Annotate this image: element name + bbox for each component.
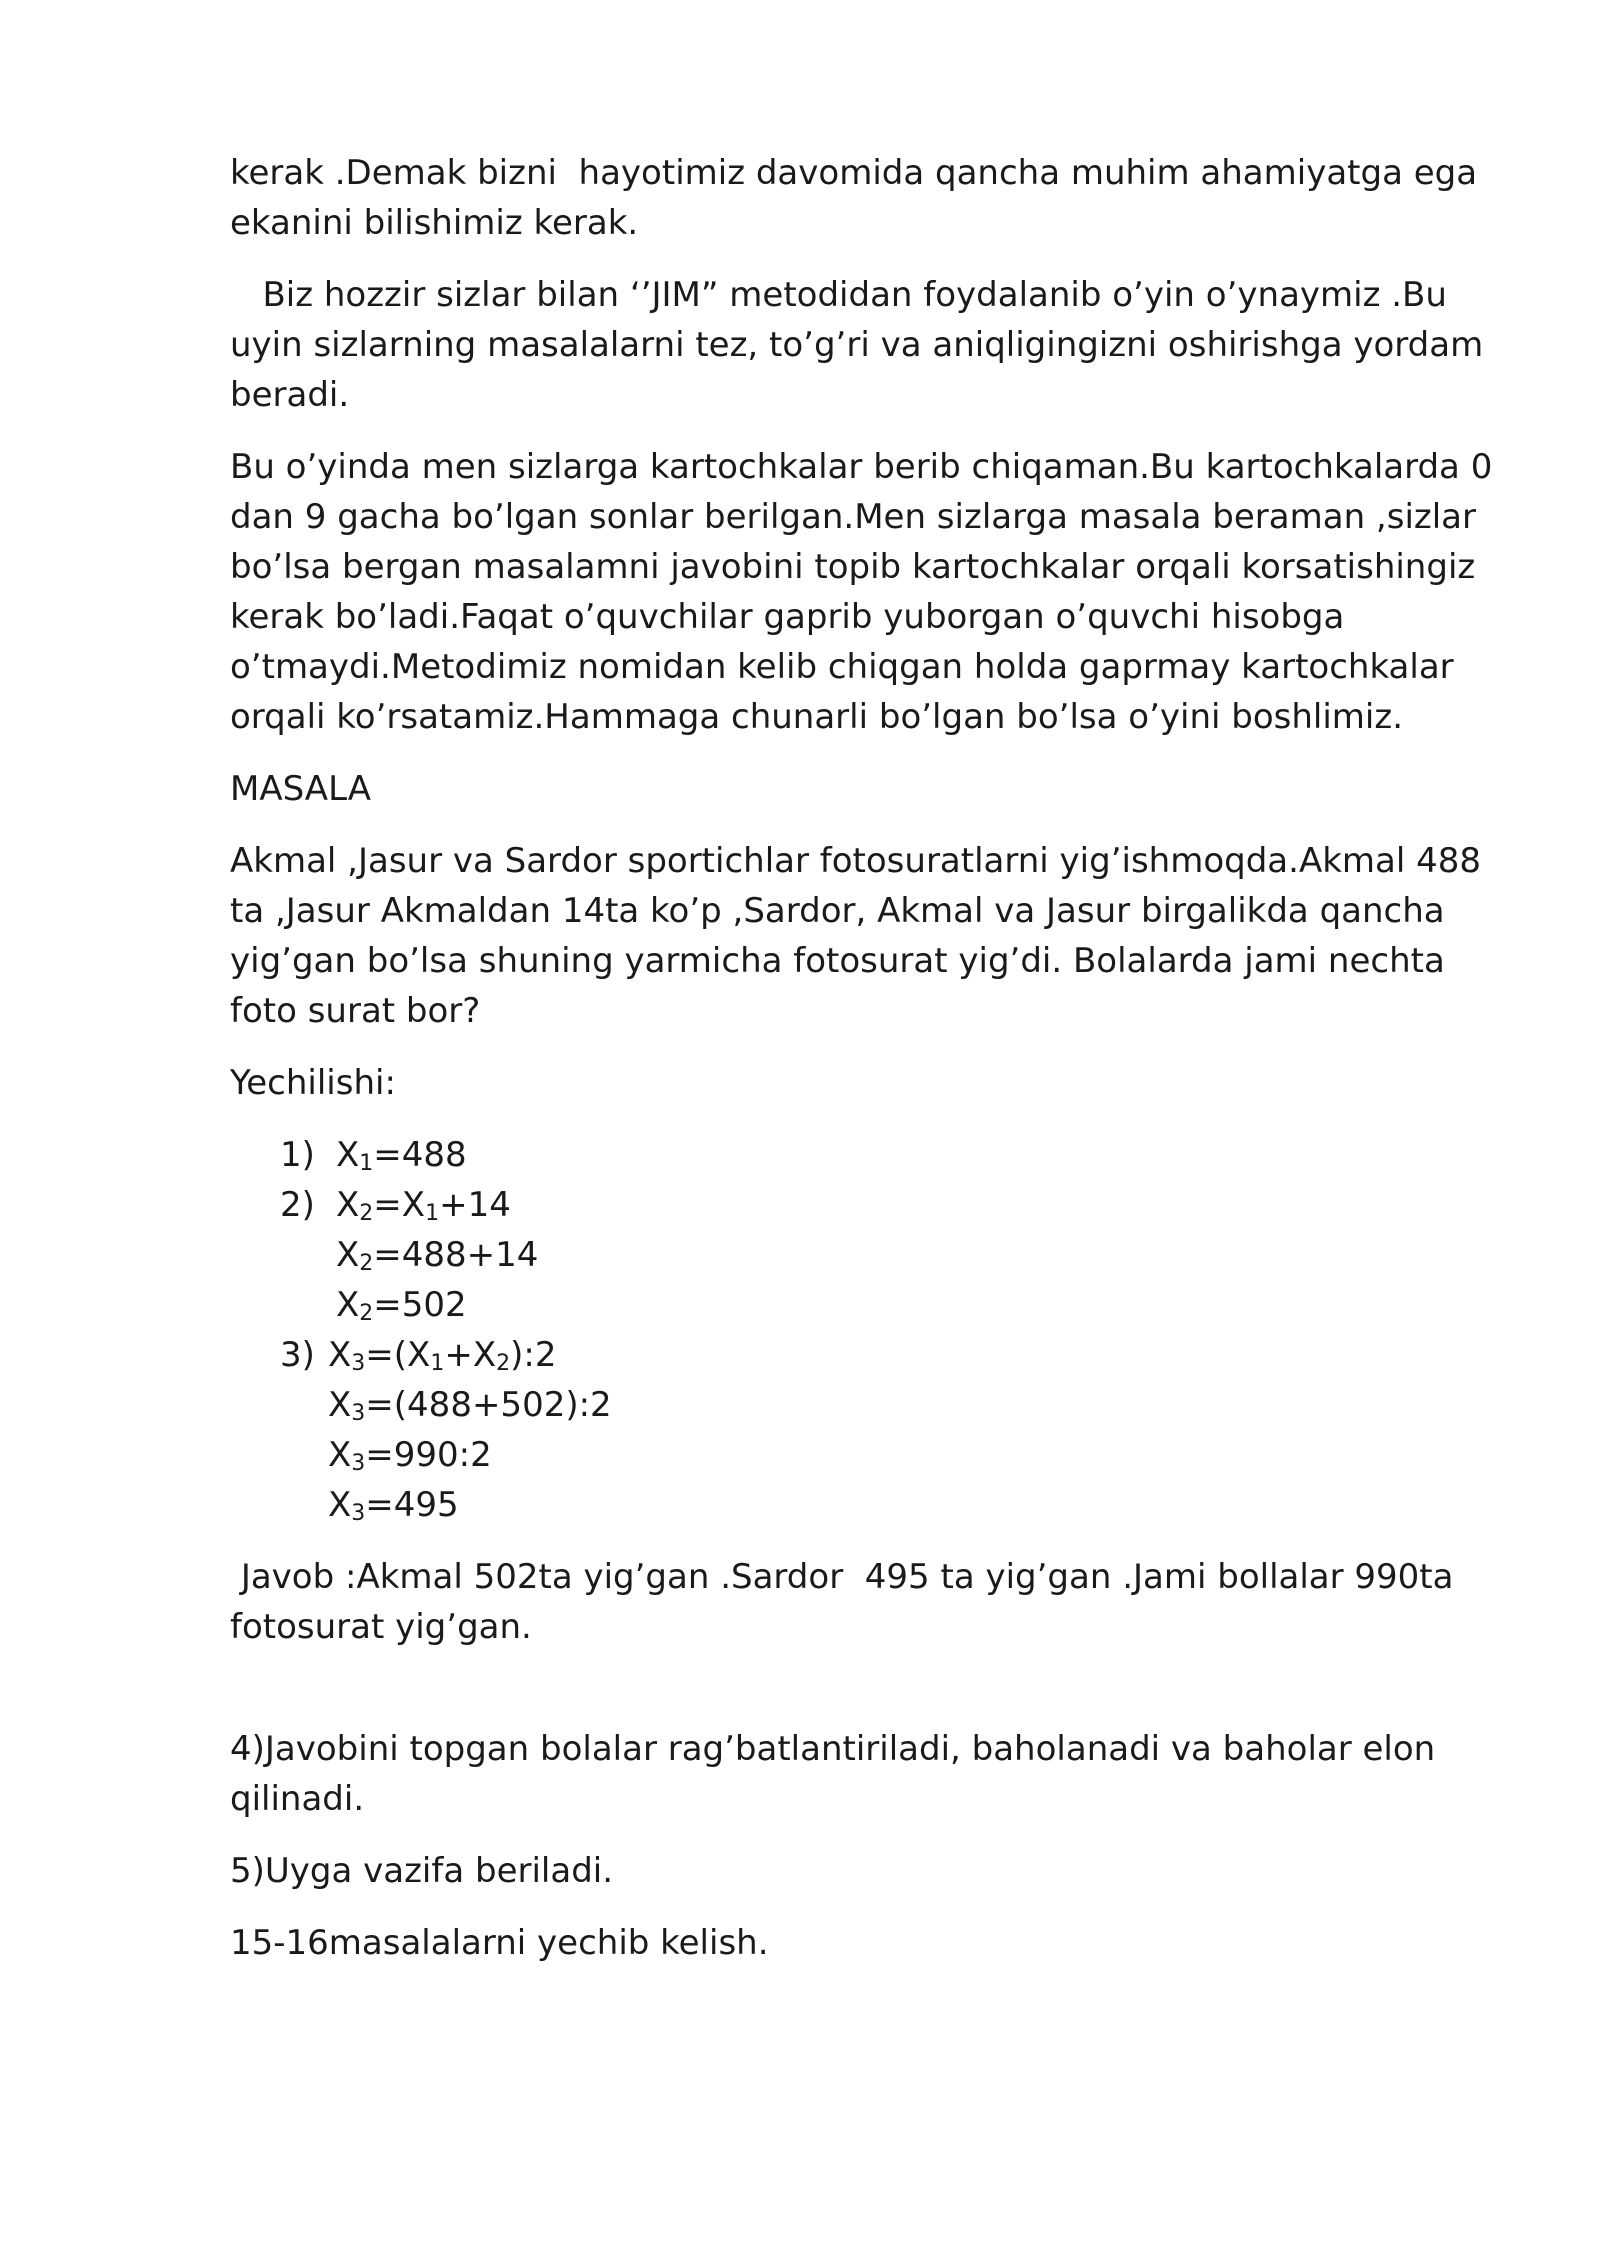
- answer-text: Javob :Akmal 502ta yig’gan .Sardor 495 ta yig’gan .Jami bollalar 990ta fotosurat yig’gan.: [230, 1557, 1465, 1647]
- solution-step-2-substitution: $X_2=488+14$: [336, 1235, 539, 1276]
- solution-step-3-substitution: $X_3=(488+502):2$: [328, 1385, 612, 1426]
- solution-step-3-result: $X_3=495$: [328, 1485, 459, 1526]
- problem-text: Akmal ,Jasur va Sardor sportichlar fotosuratlarni yig’ishmoqda.Akmal 488 ta ,Jasur Akmaldan 14ta ko’p ,Sardor, Akmal va Jasur birgalikda qancha yig’gan bo’lsa shuning yarmicha fotosurat yig’di. Bolalarda jami nechta foto surat bor?: [230, 841, 1492, 1031]
- solution-step-3: 3) $X_3=(X_1+X_2):2$: [280, 1335, 557, 1376]
- solution-step-2: 2) $X_2=X_1+14$: [280, 1185, 511, 1226]
- solution-label: Yechilishi:: [230, 1063, 396, 1103]
- step-4-text: 4)Javobini topgan bolalar rag’batlantiriladi, baholanadi va baholar elon qilinadi.: [230, 1729, 1447, 1819]
- paragraph-intro: kerak .Demak bizni hayotimiz davomida qancha muhim ahamiyatga ega ekanini bilishimiz kerak.: [230, 153, 1488, 243]
- problem-heading: MASALA: [230, 769, 372, 809]
- solution-step-3-sum: $X_3=990:2$: [328, 1435, 492, 1476]
- solution-step-2-result: $X_2=502$: [336, 1285, 467, 1326]
- paragraph-jim-method: Biz hozzir sizlar bilan ‘’JIM” metodidan foydalanib o’yin o’ynaymiz .Bu uyin sizlarning masalalarni tez, to’g’ri va aniqligingizni oshirishga yordam beradi.: [230, 275, 1494, 415]
- homework-text: 15-16masalalarni yechib kelish.: [230, 1923, 769, 1963]
- paragraph-game-rules: Bu o’yinda men sizlarga kartochkalar berib chiqaman.Bu kartochkalarda 0 dan 9 gacha bo’lgan sonlar berilgan.Men sizlarga masala beraman ,sizlar bo’lsa bergan masalamni javobini topib kartochkalar orqali korsatishingiz kerak bo’ladi.Faqat o’quvchilar gaprib yuborgan o’quvchi hisobga o’tmaydi.Metodimiz nomidan kelib chiqgan holda gaprmay kartochkalar orqali ko’rsatamiz.Hammaga chunarli bo’lgan bo’lsa o’yini boshlimiz.: [230, 447, 1504, 737]
- solution-step-1: 1) $X_1=488$: [280, 1135, 467, 1176]
- step-5-text: 5)Uyga vazifa beriladi.: [230, 1851, 614, 1891]
- blank-line: [230, 1674, 1510, 1724]
- document-page: [230, 148, 1510, 1990]
- solution-steps: [230, 1130, 1510, 1530]
